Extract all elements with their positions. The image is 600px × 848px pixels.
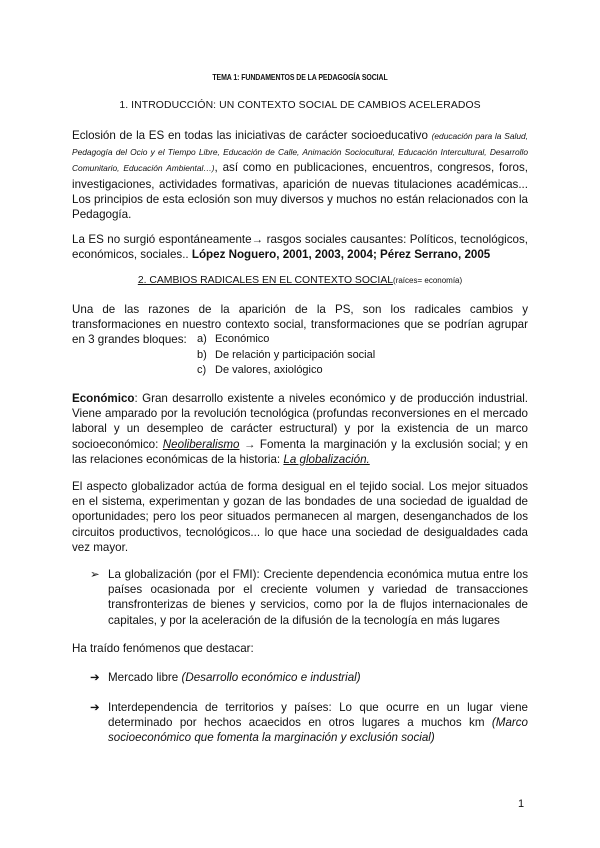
intro-paragraph (72, 128, 528, 222)
economic-text-2: → Fomenta la marginación y la exclusión social; y en las relaciones económicas de la historia: (72, 437, 529, 466)
economic-text-1: : Gran desarrollo existente a niveles económico y de producción industrial. Viene amparado por la revolución tecnológica (profundas reconversiones en el mercado laboral y un desempleo de carácter estructural) y por la existencia de un marco socioeconómico: (72, 392, 528, 451)
section-2-heading (72, 275, 528, 286)
globalizacion-term: La globalización. (283, 452, 370, 466)
origin-text: La ES no surgió espontáneamente→ rasgos sociales causantes: Políticos, tecnológicos, económicos, sociales.. (72, 233, 528, 262)
list-item (197, 332, 375, 348)
intro-rest: , así como en publicaciones, encuentros, congresos, foros, investigaciones, actividades formativas, aparición de nuevas titulaciones académicas... Los principios de esta eclosión son muy diversos y muchos no están relacionados con la Pedagogía. (72, 161, 528, 222)
list-label: De valores, axiológico (215, 364, 323, 376)
intro-examples: (educación para la Salud, Pedagogía del Ocio y el Tiempo Libre, Educación de Calle, Animación Sociocultural, Educación Intercultural, Desarrollo Comunitario, Educación Ambiental…) (72, 131, 528, 174)
neoliberalismo-term: Neoliberalismo (162, 437, 240, 451)
economic-paragraph (72, 391, 528, 467)
changes-paragraph: Una de las razones de la aparición de la PS, son los radicales cambios y transformaciones en nuestro contexto social, transformaciones que se podrían agrupar en 3 grandes bloques: (72, 303, 528, 347)
list-label: Económico (215, 333, 270, 345)
origin-references: López Noguero, 2001, 2003, 2004; Pérez Serrano, 2005 (191, 248, 491, 262)
origin-paragraph (72, 232, 528, 262)
list-marker: b) (197, 348, 207, 361)
phenomenon-note: (Marco socioeconómico que fomenta la marginación y exclusión social) (108, 716, 528, 745)
bullet-arrow-icon: ➢ (90, 568, 100, 581)
phenomenon-text (108, 670, 528, 685)
arrow-icon: ➔ (90, 671, 100, 684)
globalization-definition: La globalización (por el FMI): Creciente dependencia económica mutua entre los países ocasionada por el creciente volumen y variedad de transacciones transfronterizas de bienes y servicios, como por la de flujos internacionales de capitales, y por la aceleración de la difusión de la tecnología en más lugares (108, 568, 528, 627)
list-label: De relación y participación social (215, 348, 376, 361)
phenomenon-label: Mercado libre (108, 671, 179, 684)
section-1-heading: 1. INTRODUCCIÓN: UN CONTEXTO SOCIAL DE CAMBIOS ACELERADOS (119, 100, 481, 111)
blocks-list (197, 332, 375, 379)
arrow-icon: ➔ (90, 701, 100, 714)
list-item (197, 348, 375, 364)
phenomenon-text (108, 700, 528, 746)
page-number: 1 (518, 798, 525, 810)
phenomena-intro: Ha traído fenómenos que destacar: (72, 642, 254, 655)
section-2-title: 2. CAMBIOS RADICALES EN EL CONTEXTO SOCIAL (137, 275, 394, 286)
list-item (197, 363, 375, 379)
economic-term: Económico (72, 392, 135, 405)
section-2-note: (raíces= economía) (393, 276, 463, 285)
list-marker: a) (197, 333, 207, 345)
globalizer-paragraph: El aspecto globalizador actúa de forma desigual en el tejido social. Los mejor situados en el sistema, experimentan y gozan de las bondades de una sociedad de igualdad de oportunidades; pero los peor situados permanecen al margen, desenganchados de los circuitos productivos, tecnológicos... lo que hace una sociedad de desigualdades cada vez mayor. (72, 480, 528, 554)
list-marker: c) (197, 364, 207, 376)
phenomenon-label: Interdependencia de territorios y países: Lo que ocurre en un lugar viene determinado por hechos acaecidos en otros lugares a muchos km (108, 701, 528, 730)
phenomenon-note: (Desarrollo económico e industrial) (181, 671, 361, 684)
intro-lead: Eclosión de la ES en todas las iniciativas de carácter socioeducativo (72, 129, 428, 142)
page-title: TEMA 1: FUNDAMENTOS DE LA PEDAGOGÍA SOCIAL (212, 72, 388, 82)
